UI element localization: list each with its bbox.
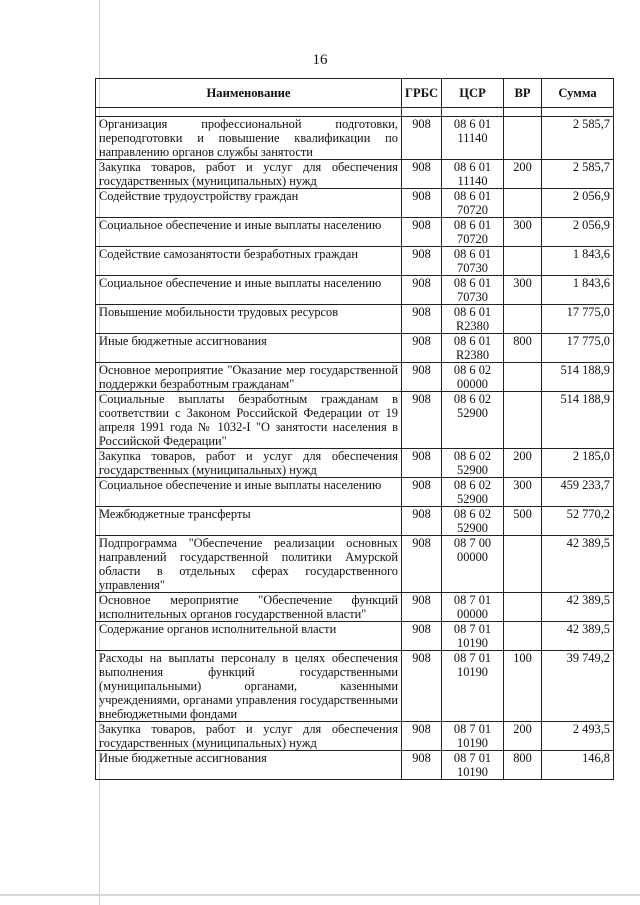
- row-sum-cell: 17 775,0: [542, 305, 614, 334]
- row-name-cell: Социальное обеспечение и иные выплаты населению: [96, 218, 402, 247]
- header-csr: ЦСР: [442, 79, 504, 108]
- table-row: [96, 507, 614, 536]
- row-grbs-cell: 908: [402, 651, 442, 722]
- row-grbs-cell: 908: [402, 751, 442, 780]
- row-grbs-cell: 908: [402, 507, 442, 536]
- table-row: [96, 622, 614, 651]
- row-csr-cell: 08 6 02 00000: [442, 363, 504, 392]
- table-row: [96, 334, 614, 363]
- row-grbs-cell: 908: [402, 276, 442, 305]
- row-vr-cell: 300: [504, 478, 542, 507]
- row-vr-cell: 500: [504, 507, 542, 536]
- row-grbs-cell: 908: [402, 218, 442, 247]
- row-csr-cell: 08 7 01 10190: [442, 751, 504, 780]
- table-row: [96, 751, 614, 780]
- row-grbs-cell: 908: [402, 160, 442, 189]
- row-sum-cell: 459 233,7: [542, 478, 614, 507]
- row-vr-cell: 800: [504, 751, 542, 780]
- row-grbs-cell: 908: [402, 117, 442, 160]
- table-row: [96, 247, 614, 276]
- row-csr-cell: 08 6 01 70730: [442, 276, 504, 305]
- row-name-cell: Социальное обеспечение и иные выплаты населению: [96, 478, 402, 507]
- row-vr-cell: [504, 593, 542, 622]
- row-name-cell: Содержание органов исполнительной власти: [96, 622, 402, 651]
- row-name-cell: Содействие трудоустройству граждан: [96, 189, 402, 218]
- row-name-cell: Закупка товаров, работ и услуг для обеспечения государственных (муниципальных) нужд: [96, 722, 402, 751]
- row-csr-cell: 08 6 01 R2380: [442, 305, 504, 334]
- row-vr-cell: 200: [504, 722, 542, 751]
- row-sum-cell: 39 749,2: [542, 651, 614, 722]
- row-grbs-cell: 908: [402, 449, 442, 478]
- row-name-cell: Социальные выплаты безработным гражданам в соответствии с Законом Российской Федерации от 19 апреля 1991 года № 1032-I "О занятости населения в Российской Федерации": [96, 392, 402, 449]
- header-vr: ВР: [504, 79, 542, 108]
- table-row: [96, 536, 614, 593]
- row-csr-cell: 08 6 01 11140: [442, 117, 504, 160]
- row-name-cell: Расходы на выплаты персоналу в целях обеспечения выполнения функций государственными (муниципальными) органами, казенными учреждениями, органами управления государственными внебюджетными фондами: [96, 651, 402, 722]
- row-csr-cell: 08 7 01 10190: [442, 722, 504, 751]
- row-name-cell: Закупка товаров, работ и услуг для обеспечения государственных (муниципальных) нужд: [96, 160, 402, 189]
- row-csr-cell: 08 6 01 70720: [442, 189, 504, 218]
- row-csr-cell: 08 7 00 00000: [442, 536, 504, 593]
- row-name-cell: Закупка товаров, работ и услуг для обеспечения государственных (муниципальных) нужд: [96, 449, 402, 478]
- row-sum-cell: 1 843,6: [542, 247, 614, 276]
- page-number: 16: [312, 52, 328, 68]
- row-name-cell: Содействие самозанятости безработных граждан: [96, 247, 402, 276]
- row-vr-cell: [504, 247, 542, 276]
- row-vr-cell: [504, 392, 542, 449]
- row-name-cell: Повышение мобильности трудовых ресурсов: [96, 305, 402, 334]
- table-row: [96, 593, 614, 622]
- table-body: [96, 117, 614, 780]
- row-grbs-cell: 908: [402, 722, 442, 751]
- row-grbs-cell: 908: [402, 334, 442, 363]
- row-sum-cell: 42 389,5: [542, 593, 614, 622]
- row-vr-cell: [504, 305, 542, 334]
- row-sum-cell: 17 775,0: [542, 334, 614, 363]
- row-csr-cell: 08 6 02 52900: [442, 478, 504, 507]
- row-grbs-cell: 908: [402, 247, 442, 276]
- row-sum-cell: 146,8: [542, 751, 614, 780]
- row-sum-cell: 52 770,2: [542, 507, 614, 536]
- header-spacer-row: [96, 108, 614, 117]
- row-name-cell: Организация профессиональной подготовки, переподготовки и повышение квалификации по направлению органов службы занятости: [96, 117, 402, 160]
- row-csr-cell: 08 7 01 10190: [442, 622, 504, 651]
- table-header-row: [96, 79, 614, 108]
- row-sum-cell: 514 188,9: [542, 392, 614, 449]
- table-row: [96, 218, 614, 247]
- row-name-cell: Иные бюджетные ассигнования: [96, 334, 402, 363]
- row-name-cell: Социальное обеспечение и иные выплаты населению: [96, 276, 402, 305]
- row-name-cell: Подпрограмма "Обеспечение реализации основных направлений государственной политики Амурской области в отдельных сферах государственного управления": [96, 536, 402, 593]
- table-row: [96, 276, 614, 305]
- row-grbs-cell: 908: [402, 622, 442, 651]
- row-name-cell: Межбюджетные трансферты: [96, 507, 402, 536]
- row-vr-cell: [504, 189, 542, 218]
- row-name-cell: Основное мероприятие "Оказание мер государственной поддержки безработным гражданам": [96, 363, 402, 392]
- row-sum-cell: 2 185,0: [542, 449, 614, 478]
- row-grbs-cell: 908: [402, 363, 442, 392]
- table-row: [96, 392, 614, 449]
- table-row: [96, 117, 614, 160]
- row-sum-cell: 2 056,9: [542, 218, 614, 247]
- row-vr-cell: 300: [504, 276, 542, 305]
- table-row: [96, 449, 614, 478]
- row-grbs-cell: 908: [402, 478, 442, 507]
- row-grbs-cell: 908: [402, 392, 442, 449]
- table-row: [96, 363, 614, 392]
- row-name-cell: Основное мероприятие "Обеспечение функций исполнительных органов государственной власти": [96, 593, 402, 622]
- row-sum-cell: 2 056,9: [542, 189, 614, 218]
- row-csr-cell: 08 7 01 00000: [442, 593, 504, 622]
- table-row: [96, 160, 614, 189]
- row-vr-cell: 800: [504, 334, 542, 363]
- row-csr-cell: 08 6 01 11140: [442, 160, 504, 189]
- header-sum: Сумма: [542, 79, 614, 108]
- row-vr-cell: [504, 536, 542, 593]
- row-vr-cell: [504, 117, 542, 160]
- row-csr-cell: 08 6 02 52900: [442, 507, 504, 536]
- row-sum-cell: 514 188,9: [542, 363, 614, 392]
- row-vr-cell: 200: [504, 449, 542, 478]
- header-name: Наименование: [96, 79, 402, 108]
- row-name-cell: Иные бюджетные ассигнования: [96, 751, 402, 780]
- row-sum-cell: 2 585,7: [542, 117, 614, 160]
- row-csr-cell: 08 7 01 10190: [442, 651, 504, 722]
- table-row: [96, 305, 614, 334]
- row-vr-cell: 300: [504, 218, 542, 247]
- row-sum-cell: 2 585,7: [542, 160, 614, 189]
- row-csr-cell: 08 6 01 70730: [442, 247, 504, 276]
- table-row: [96, 189, 614, 218]
- row-sum-cell: 42 389,5: [542, 536, 614, 593]
- row-sum-cell: 42 389,5: [542, 622, 614, 651]
- header-grbs: ГРБС: [402, 79, 442, 108]
- row-grbs-cell: 908: [402, 305, 442, 334]
- row-vr-cell: 100: [504, 651, 542, 722]
- row-grbs-cell: 908: [402, 593, 442, 622]
- row-grbs-cell: 908: [402, 536, 442, 593]
- row-sum-cell: 1 843,6: [542, 276, 614, 305]
- table-row: [96, 722, 614, 751]
- scan-bottom-line: [0, 894, 640, 896]
- table-row: [96, 651, 614, 722]
- row-vr-cell: [504, 622, 542, 651]
- table-row: [96, 478, 614, 507]
- budget-table: [95, 78, 614, 780]
- row-csr-cell: 08 6 01 70720: [442, 218, 504, 247]
- row-csr-cell: 08 6 02 52900: [442, 449, 504, 478]
- row-csr-cell: 08 6 01 R2380: [442, 334, 504, 363]
- row-vr-cell: [504, 363, 542, 392]
- row-csr-cell: 08 6 02 52900: [442, 392, 504, 449]
- row-sum-cell: 2 493,5: [542, 722, 614, 751]
- row-vr-cell: 200: [504, 160, 542, 189]
- row-grbs-cell: 908: [402, 189, 442, 218]
